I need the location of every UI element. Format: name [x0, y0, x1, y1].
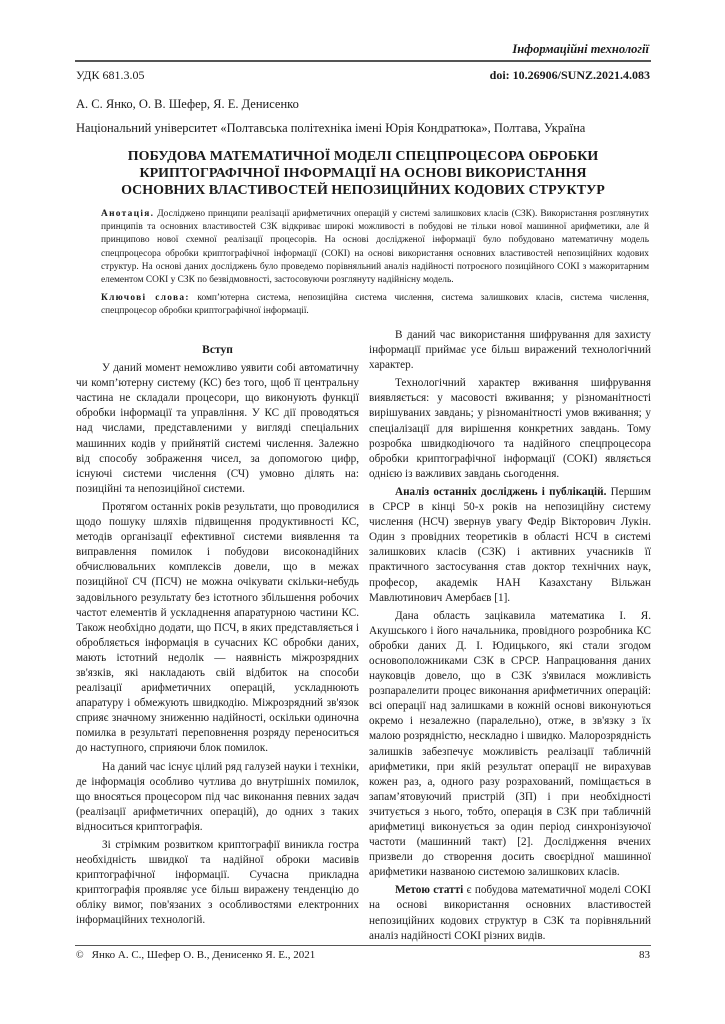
title-line: КРИПТОГРАФІЧНОЇ ІНФОРМАЦІЇ НА ОСНОВІ ВИКОРИСТАННЯ: [139, 166, 587, 181]
paragraph: Протягом останніх років результати, що проводилися щодо пошуку шляхів підвищення продуктивності КС, методів організації ефективної системи виявлення та виправлення помилок і побудови високонадійних обчислювальних комплексів довели, що в межах позиційної СЧ (ПСЧ) не можна очікувати скільки-небудь задовільного результату без істотного збільшення робочих частот елементів й ускладнення апаратурною частини КС. Також необхідно додати, що ПСЧ, в яких представляється і обробляється інформація в сучасних КС обробки даних, мають істотний недолік — наявність міжрозрядних зв'язків, які накладають свій відбиток на способи реалізації арифметичних операцій, ускладнюють апаратуру і обмежують швидкодію. Міжрозрядний зв'язок сприяє значному зниженню надійності, оскільки одиночна помилка в результаті переповнення розряду переноситься до наступного, сприяючи блок помилок.: [76, 500, 359, 755]
article-title: [76, 148, 650, 199]
keywords-text: комп’ютерна система, непозиційна система числення, система залишкових класів, система числення, спецпроцесор обробки криптографічної інформації.: [101, 293, 649, 317]
doi-link[interactable]: doi: 10.26906/SUNZ.2021.4.083: [489, 68, 650, 82]
abstract-block: [101, 208, 649, 319]
page-number: 83: [639, 949, 650, 961]
paragraph-aim: [369, 883, 651, 943]
header-divider: [75, 60, 651, 62]
running-head: Інформаційні технології: [512, 42, 649, 56]
section-lead-literature: Аналіз останніх досліджень і публікацій.: [395, 485, 607, 498]
affiliation: Національний університет «Полтавська політехніка імені Юрія Кондратюка», Полтава, Україна: [76, 121, 586, 135]
title-line: ПОБУДОВА МАТЕМАТИЧНОЇ МОДЕЛІ СПЕЦПРОЦЕСОРА ОБРОБКИ: [127, 149, 599, 164]
copyright: [76, 949, 315, 961]
authors: А. С. Янко, О. В. Шефер, Я. Е. Денисенко: [76, 97, 299, 111]
paragraph: Дана область зацікавила математика І. Я. Акушського і його начальника, провідного розробника КС обробки даних Д. І. Юдицького, які стали згодом основоположниками СЗК в СРСР. Напрацювання даних науковців довело, що в СЗК з'явилася можливість розпаралелити процес виконання арифметичних операцій: всі операції над залишками в кожній основі виконуються окремо і незалежно (паралельно), отже, в зв'язку з їх малою розрядністю, нескладно і швидко. Малорозрядність залишків забезпечує можливість реалізації табличній арифметики, при якій результат операції не вирахував кожен раз, а, одного разу розрахований, поміщається в запам’ятовуючий пристрій (ЗП) і при необхідності зчитується з нього, тобто, операція в СЗК при табличній арифметиці виконується за один період синхронізуючої частоти (машинний такт) [2]. Дослідження вчених призвели до створення досить своєрідної машинної арифметики названою системою залишкових класів.: [369, 609, 651, 879]
abstract-label: Анотація.: [101, 209, 155, 219]
paragraph-literature-review: [369, 485, 651, 606]
udk-code: УДК 681.3.05: [76, 68, 145, 82]
paragraph: На даний час існує цілий ряд галузей науки і техніки, де інформація особливо чутлива до внутрішніх помилок, що вносяться процесором під час виконання певних задач (реалізації арифметичних операцій), до одних з таких відноситься криптографія.: [76, 760, 359, 833]
paragraph: В даний час використання шифрування для захисту інформації приймає усе більш виражений технологічний характер.: [369, 329, 651, 372]
paragraph-text: Першим в СРСР в кінці 50-х років на непозиційну систему числення (НСЧ) звернув увагу Федір Вікторович Лукін. Один з провідних теоретиків в області НСЧ в системі залишкових класів (СЗК) і активних учасників її практичного застосування став доктор технічних наук, професор, академік НАН Казахстану Вільжан Мавлютинович Амербаєв [1].: [369, 485, 651, 604]
abstract: [101, 208, 649, 287]
copyright-icon: ©: [76, 950, 84, 961]
meta-row: [76, 68, 650, 83]
paragraph: У даний момент неможливо уявити собі автоматичну чи комп’ютерну систему (КС) без того, щоб її центральну частина не складали процесори, що виконують функції обробки інформації та управління. У КС дії проводяться над числами, представленими у вигляді спеціальних машинних кодів у прийнятій системі числення. Залежно від способу зображення чисел, за допомогою цифр, існуючі системи числення (СЧ) умовно ділять на: позиційні та непозиційної системи.: [76, 362, 359, 495]
keywords: [101, 292, 649, 318]
paragraph: Технологічний характер вживання шифрування виявляється: у масовості вживання; у різноманітності вирішуваних завдань; у різноманітності умов вживання; у спеціалізації для вирішення конкретних завдань. Тому розробка швидкодіючого та надійного спецпроцесора обробки криптографічної інформації (СОКІ) являється однією із важливих завдань сьогодення.: [369, 377, 651, 480]
keywords-label: Ключові слова:: [101, 293, 190, 304]
copyright-text: Янко А. С., Шефер О. В., Денисенко Я. Е., 2021: [91, 949, 316, 961]
left-column: [76, 343, 359, 932]
right-column: [369, 328, 651, 947]
paragraph-text: є побудова математичної моделі СОКІ на основі використання основних властивостей непозиційних кодових структур в СЗК та порівняльний аналіз надійності СОКІ різних видів.: [369, 884, 651, 942]
title-line: ОСНОВНИХ ВЛАСТИВОСТЕЙ НЕПОЗИЦІЙНИХ КОДОВИХ СТРУКТУР: [121, 183, 605, 198]
section-title-intro: Вступ: [202, 344, 233, 356]
paragraph: Зі стрімким розвитком криптографії виникла гостра необхідність швидкої та надійної оброки масивів криптографічної інформації. Сучасна прикладна криптографія проявляє усе більш виражену тенденцію до обліку вимог, пов'язаних з особливостями електронних інформаційних технологій.: [76, 839, 359, 927]
abstract-text: Досліджено принципи реалізації арифметичних операцій у системі залишкових класів (СЗК). Використання розглянутих принципів та основних властивостей СЗК відкриває широкі можливості в побудові не тільки нової машинної арифметики, але й принципово нової схемної реалізації процесорів. На основі дослідженої інформації було побудовано математичну модель спецпроцесора обробки криптографічної інформації (СОКІ) на основі використання основних властивостей непозиційних кодових структур. На основі даних досліджень було проведемо порівняльний аналіз надійності потроєного позиційного СОКІ з мажоритарним елементом СОКІ у СЗК по безвідмовності, застосовуючи розглянуту надійнісну модель.: [101, 209, 649, 286]
page-footer: [76, 949, 650, 961]
footer-divider: [75, 945, 651, 946]
section-lead-aim: Метою статті: [395, 884, 464, 897]
